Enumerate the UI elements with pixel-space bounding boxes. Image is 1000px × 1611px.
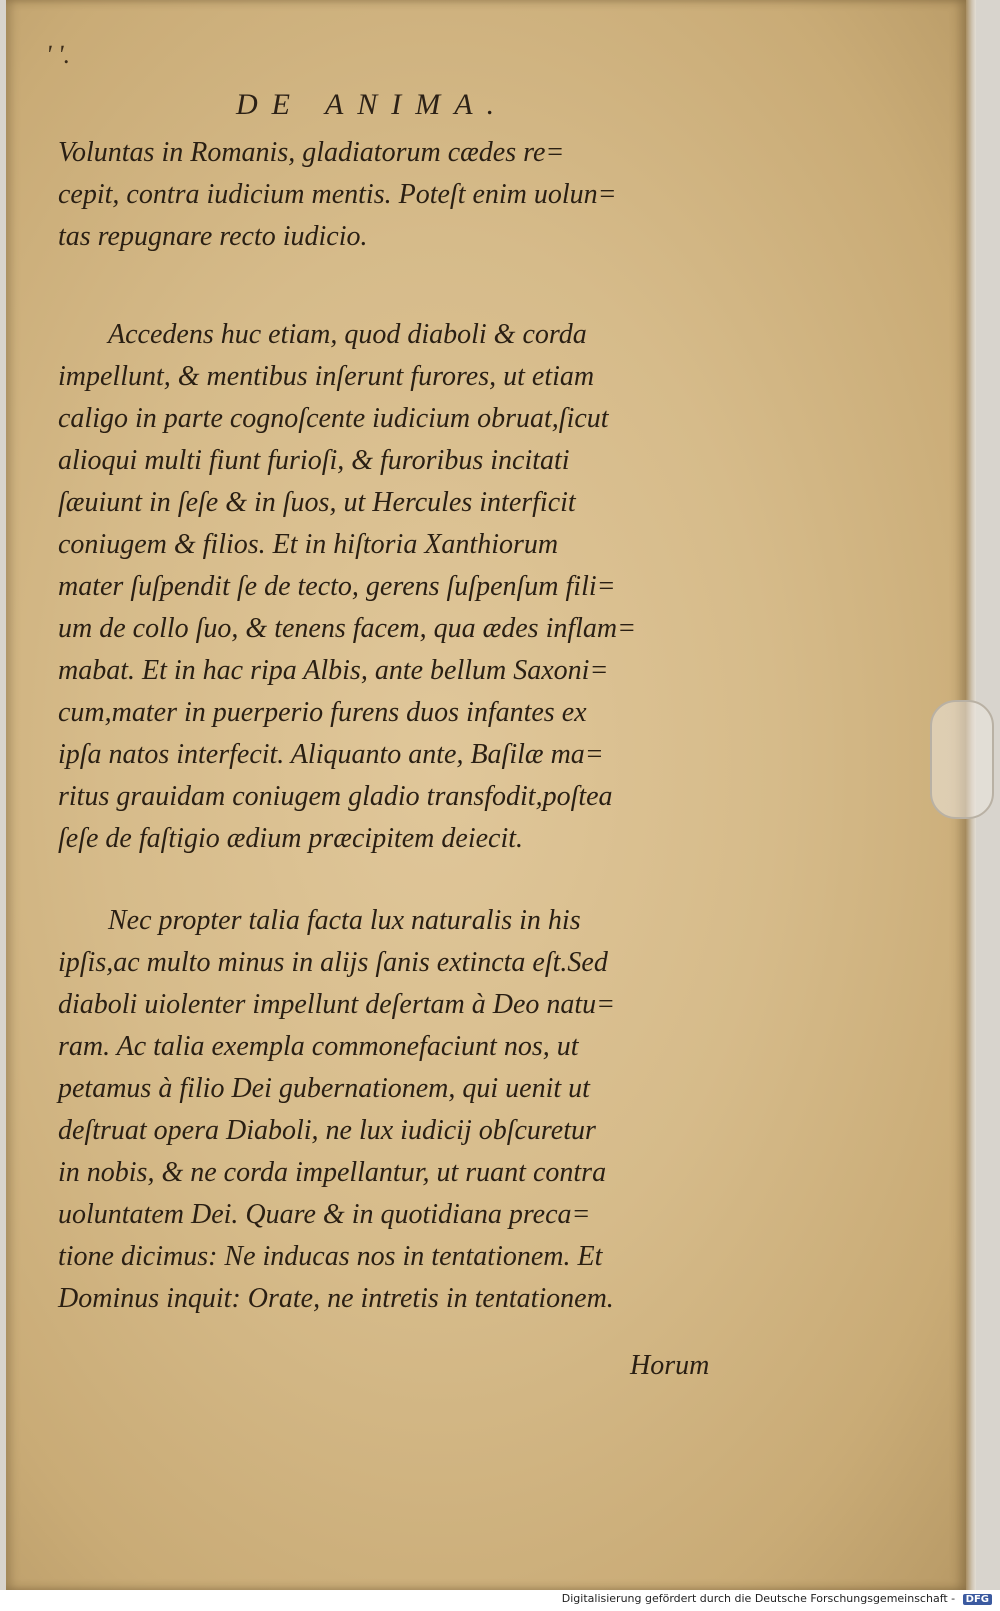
text-line: coniugem & filios. Et in hiſtoria Xanthiorum [58,529,559,560]
text-line: tione dicimus: Ne inducas nos in tentationem. Et [58,1241,603,1272]
text-line: Dominus inquit: Orate, ne intretis in tentationem. [58,1283,614,1314]
book-page [6,0,966,1590]
text-line: mabat. Et in hac ripa Albis, ante bellum Saxoni= [58,655,609,686]
text-line: caligo in parte cognoſcente iudicium obruat,ſicut [58,403,609,434]
text-line: deſtruat opera Diaboli, ne lux iudicij obſcuretur [58,1115,596,1146]
text-line: ipſis,ac multo minus in alijs ſanis extincta eſt.Sed [58,947,608,978]
paragraph-2 [58,314,738,860]
text-line: alioqui multi fiunt furioſi, & furoribus incitati [58,445,570,476]
dfg-logo-icon: DFG [963,1594,992,1605]
catchword: Horum [630,1350,710,1381]
text-line: Nec propter talia facta lux naturalis in his [108,905,581,936]
text-line: impellunt, & mentibus inſerunt furores, ut etiam [58,361,595,392]
corner-mark: ʹ ʹ. [46,40,71,69]
paragraph-1 [58,132,738,258]
text-line: Accedens huc etiam, quod diaboli & corda [108,319,587,350]
paragraph-3 [58,900,738,1320]
text-line: um de collo ſuo, & tenens facem, qua ædes inflam= [58,613,637,644]
text-line: ſæuiunt in ſeſe & in ſuos, ut Hercules interficit [58,487,576,518]
text-line: uoluntatem Dei. Quare & in quotidiana preca= [58,1199,591,1230]
text-line: ritus grauidam coniugem gladio transfodit,poſtea [58,781,613,812]
text-line: Voluntas in Romanis, gladiatorum cædes re= [58,137,565,168]
text-line: tas repugnare recto iudicio. [58,221,368,252]
running-head: DE ANIMA. [236,88,509,121]
body-text [58,132,738,1320]
text-line: petamus à filio Dei gubernationem, qui uenit ut [58,1073,590,1104]
text-line: ram. Ac talia exempla commonefaciunt nos, ut [58,1031,579,1062]
text-line: mater ſuſpendit ſe de tecto, gerens ſuſpenſum fili= [58,571,616,602]
text-line: ſeſe de faſtigio ædium præcipitem deiecit. [58,823,524,854]
footer-bar [0,1590,1000,1611]
clip-tab [930,700,994,819]
text-line: cepit, contra iudicium mentis. Poteſt enim uolun= [58,179,617,210]
footer-credit [562,1592,992,1605]
credit-text: Digitalisierung gefördert durch die Deutsche Forschungsgemeinschaft - [561,1592,956,1605]
text-line: in nobis, & ne corda impellantur, ut ruant contra [58,1157,607,1188]
text-line: cum,mater in puerperio furens duos infantes ex [58,697,587,728]
text-line: ipſa natos interfecit. Aliquanto ante, Baſilæ ma= [58,739,604,770]
text-line: diaboli uiolenter impellunt deſertam à Deo natu= [58,989,616,1020]
